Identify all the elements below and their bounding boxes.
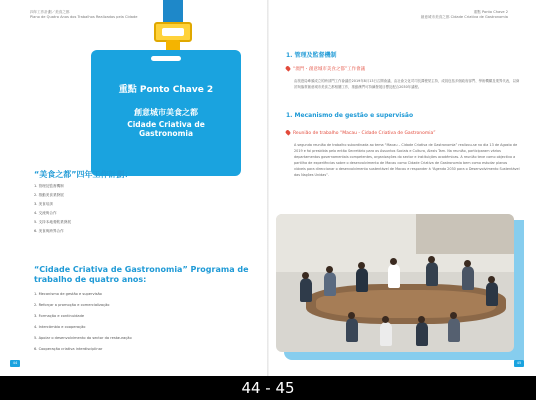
participant-head (418, 316, 425, 323)
plan-item-pt: 4. Intercâmbio e cooperação (34, 325, 86, 329)
body-pt: A segunda reunião de trabalho subordinada ao tema “Macau – Cidade Criativa de Gastronomia” realizou-se no dia 13 de Agosto de 2019 e foi presidida pelo então Secretário para os Assuntos Sociais e Cultura, Alexis Tam. Na reunião, participaram vários departamentos governamentais competentes, organizações do sector e instituições académicas. A reunião teve como objectivo a partilha de experiências sobre o desenvolvimento de Macau como Cidade Criativa de Gastronomia bem como estudar planos viáveis para direccionar o desenvolvimento sustentável de Macau e responder à “Agenda 2030 para o Desenvolvimento Sustentável das Nações Unidas”. (294, 143, 520, 177)
meeting-participant (426, 262, 438, 286)
right-running-header (421, 10, 508, 19)
badge-subtitle-cn: 創意城市美食之都 (134, 108, 198, 117)
meeting-participant (324, 272, 336, 296)
plan-item-cn: 1. 管理及監督機制 (34, 184, 64, 188)
meeting-participant (462, 266, 474, 290)
meeting-participant (416, 322, 428, 346)
plan-item-pt: 6. Cooperação criativa interdisciplinar (34, 347, 103, 351)
page-range-label: 44 - 45 (241, 379, 295, 397)
badge-title: 重點 Ponto Chave 2 (118, 85, 214, 95)
left-header-line-2: Plano de Quatro Anos dos Trabalhos Realizados pela Cidade (30, 14, 138, 19)
right-page (268, 0, 536, 376)
meeting-photo (276, 214, 514, 352)
plan-item-pt: 1. Mecanismo de gestão e supervisão (34, 292, 102, 296)
page-number-right: 45 (514, 360, 524, 367)
meeting-participant (486, 282, 498, 306)
left-header-line-1: 四年工作計劃／美食之都 (30, 10, 70, 14)
right-header-line-1: 重點 Ponto Chave 2 (473, 10, 508, 14)
right-header-line-2: 創意城市美食之都 Cidade Criativa de Gastronomia (420, 14, 508, 19)
plan-item-cn: 4. 交流與合作 (34, 211, 57, 215)
plan-title-pt-line-2: trabalho de quatro anos: (34, 275, 147, 284)
subhead-cn (286, 66, 365, 72)
participant-head (382, 316, 389, 323)
plan-item-cn: 2. 推動美食業發展 (34, 193, 64, 197)
plan-item-pt: 2. Reforçar a promoção e comercialização (34, 303, 110, 307)
key-point-badge (91, 50, 241, 176)
badge-slot (151, 56, 181, 61)
location-pin-icon (285, 129, 291, 135)
plan-title-cn: “美食之都”四年工作計劃： (34, 170, 133, 179)
participant-head (302, 272, 309, 279)
meeting-participant (388, 264, 400, 288)
plan-item-cn: 5. 支持本地餐飲業發展 (34, 220, 71, 224)
left-running-header (30, 10, 138, 19)
body-cn: 由旅遊局牽頭成立的跨部門工作會議於2019年8月13日召開會議，由社會文化司司長譚俊榮主持，成員包括多個政府部門、學術機構及業界代表，以商討與落實創意城市美食之都相關工作，推動澳門可持續發展目標及配合2030年議程。 (294, 79, 520, 89)
location-pin-icon (285, 65, 291, 71)
badge-subtitle-pt (91, 120, 241, 138)
participant-head (358, 262, 365, 269)
meeting-photo-frame (276, 214, 526, 364)
plan-list-pt (34, 292, 132, 358)
badge-subtitle-pt-line-1: Cidade Criativa de (127, 120, 205, 129)
participant-head (428, 256, 435, 263)
badge-subtitle-pt-line-2: Gastronomia (138, 129, 194, 138)
photo-curtain (416, 214, 514, 254)
plan-title-pt-line-1: “Cidade Criativa de Gastronomia” Programa de (34, 265, 249, 274)
meeting-participant (448, 318, 460, 342)
participant-head (390, 258, 397, 265)
left-page (0, 0, 268, 376)
subhead-pt-text: Reunião de trabalho “Macau - Cidade Criativa de Gastronomia” (293, 131, 436, 136)
section-title-pt: 1. Mecanismo de gestão e supervisão (286, 112, 414, 119)
meeting-participant (356, 268, 368, 292)
page-number-left: 44 (10, 360, 20, 367)
meeting-participant (346, 318, 358, 342)
plan-item-pt: 5. Apoiar o desenvolvimento do sector da restauração (34, 336, 132, 340)
participant-head (348, 312, 355, 319)
subhead-cn-text: “澳門・創意城市美食之都”工作會議 (293, 67, 366, 72)
section-title-cn: 1. 管理及監督機制 (286, 52, 337, 59)
meeting-participant (300, 278, 312, 302)
plan-item-cn: 3. 美食培訓 (34, 202, 53, 206)
participant-head (450, 312, 457, 319)
participant-head (488, 276, 495, 283)
meeting-participant (380, 322, 392, 346)
participant-head (326, 266, 333, 273)
plan-list-cn (34, 184, 71, 238)
plan-item-cn: 6. 美食與跨界合作 (34, 229, 64, 233)
participant-head (464, 260, 471, 267)
conference-table-top (316, 290, 496, 318)
subhead-pt (286, 130, 436, 136)
badge-clip-hole (162, 28, 184, 36)
plan-title-pt (34, 265, 249, 285)
plan-item-pt: 3. Formação e continuidade (34, 314, 85, 318)
